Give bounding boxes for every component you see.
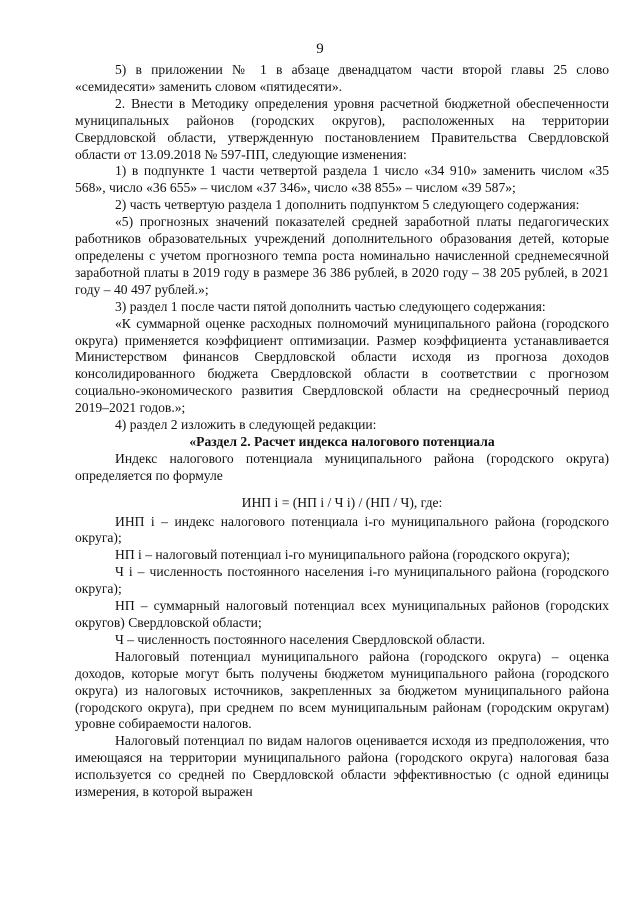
paragraph: Налоговый потенциал муниципального района (городского округа) – оценка доходов, которые могут быть получены бюджетом муниципального района (городского округа) из налоговых источников, закрепленных за бюджетом муниципального района (городского округа), при среднем по всем муниципальным районам (городским округам) уровне собираемости налогов.: [75, 648, 609, 732]
paragraph: 1) в подпункте 1 части четвертой раздела 1 число «34 910» заменить числом «35 568», число «36 655» – числом «37 346», число «38 855» – числом «39 587»;: [75, 163, 609, 196]
paragraph: Ч – численность постоянного населения Свердловской области.: [115, 631, 486, 647]
paragraph: «К суммарной оценке расходных полномочий муниципального района (городского округа) применяется коэффициент оптимизации. Размер коэффициента устанавливается Министерством финансов Свердловской области исходя из прогноза доходов консолидированного бюджета Свердловской области в соответствии с прогнозом социально-экономического развития Свердловской области на среднесрочный период 2019–2021 годов.»;: [75, 315, 609, 416]
paragraph: «5) прогнозных значений показателей средней заработной платы педагогических работников образовательных учреждений дополнительного образования детей, которые определены с учетом прогнозного темпа роста номинально начисленной среднемесячной заработной платы в 2019 году в размере 36 386 рублей, в 2020 году – 38 205 рублей, в 2021 году – 40 497 рублей.»;: [75, 214, 609, 297]
paragraph: Налоговый потенциал по видам налогов оценивается исходя из предположения, что имеющаяся на территории муниципального района (городского округа) налоговая база используется со средней по Свердловской области эффективностью (с одной единицы измерения, в которой выражен: [75, 733, 609, 800]
paragraph: 2) часть четвертую раздела 1 дополнить подпунктом 5 следующего содержания:: [115, 197, 580, 213]
paragraph: 2. Внести в Методику определения уровня расчетной бюджетной обеспеченности муниципальных районов (городских округов), расположенных на территории Свердловской области, утвержденную постановлением Правительства Свердловской области от 13.09.2018 № 597-ПП, следующие изменения:: [75, 95, 609, 162]
paragraph: НП i – налоговый потенциал i-го муниципального района (городского округа);: [115, 547, 571, 563]
paragraph: ИНП i – индекс налогового потенциала i-го муниципального района (городского округа);: [75, 513, 609, 546]
paragraph: 5) в приложении № 1 в абзаце двенадцатом части второй главы 25 слово «семидесяти» заменить словом «пятидесяти».: [75, 62, 609, 94]
section-heading: «Раздел 2. Расчет индекса налогового потенциала: [189, 433, 495, 449]
formula: ИНП i = (НП i / Ч i) / (НП / Ч), где:: [241, 494, 443, 510]
document-body: [75, 62, 609, 801]
paragraph: 3) раздел 1 после части пятой дополнить частью следующего содержания:: [115, 298, 546, 314]
paragraph: НП – суммарный налоговый потенциал всех муниципальных районов (городских округов) Свердловской области;: [75, 598, 609, 630]
paragraph: 4) раздел 2 изложить в следующей редакции:: [115, 417, 377, 433]
paragraph: Ч i – численность постоянного населения i-го муниципального района (городского округа);: [75, 564, 609, 597]
paragraph: Индекс налогового потенциала муниципального района (городского округа) определяется по формуле: [75, 450, 609, 483]
page-number: 9: [316, 41, 324, 57]
